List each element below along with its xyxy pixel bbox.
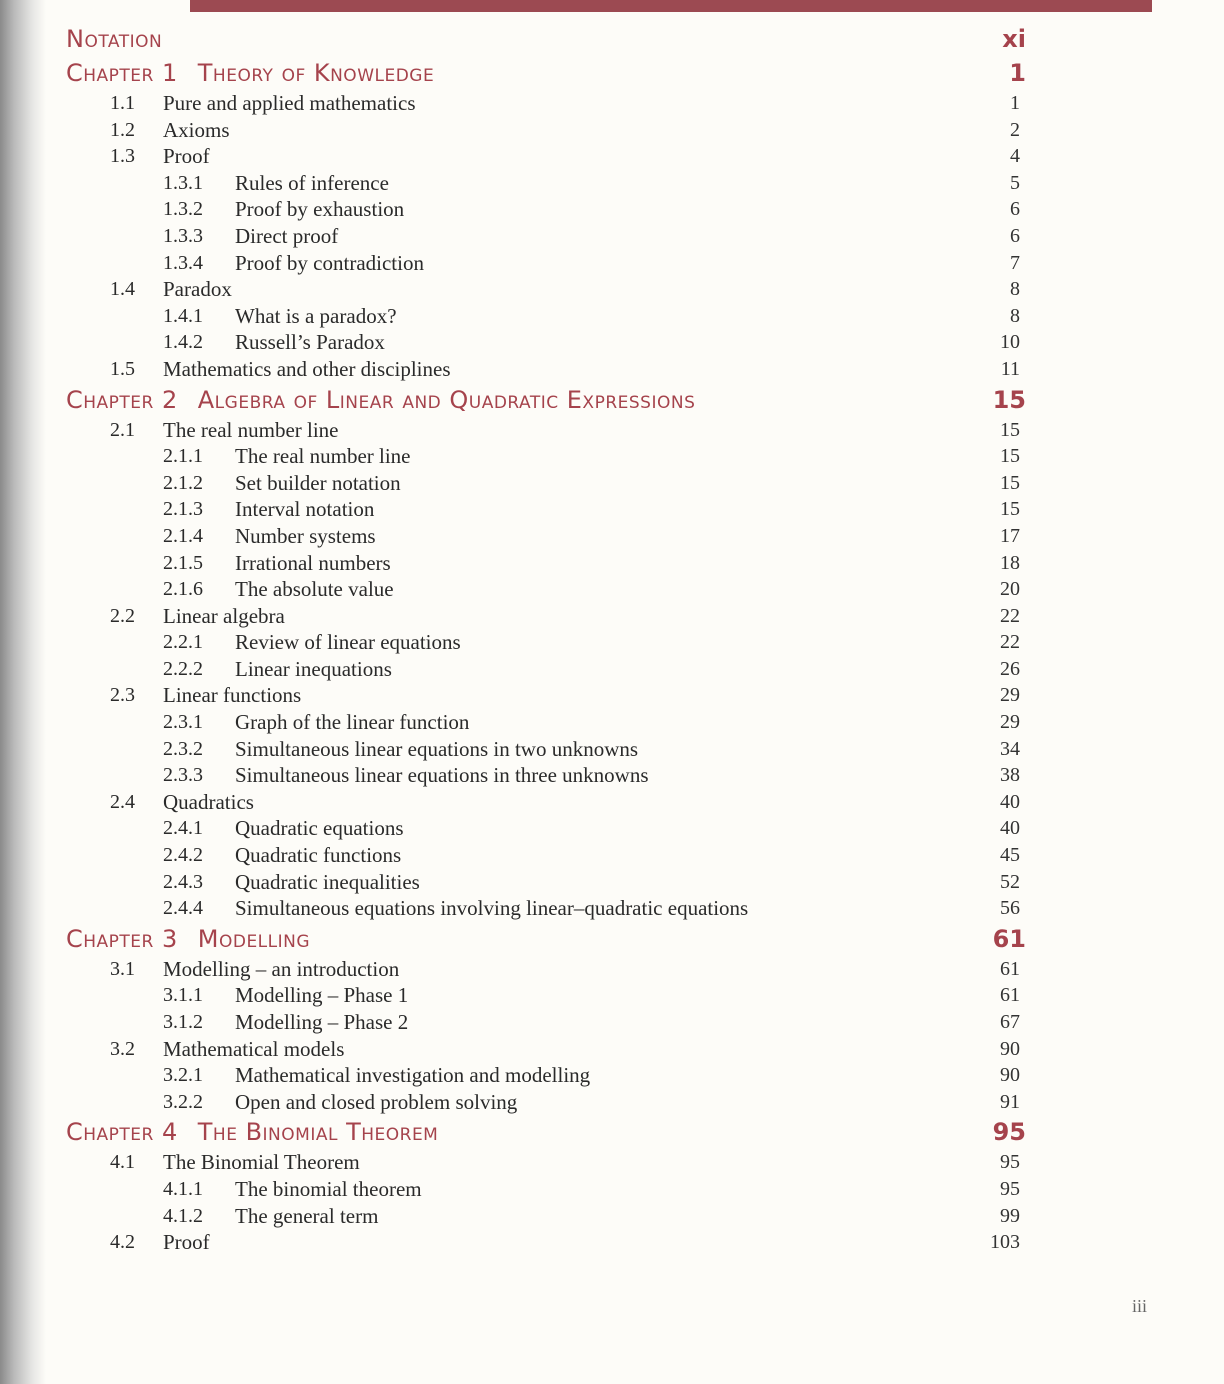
subsection-page-number: 7 — [1010, 251, 1020, 274]
toc-subsection-entry[interactable] — [66, 443, 1030, 470]
subsection-number: 1.3.3 — [163, 224, 203, 247]
toc-section-entry[interactable] — [66, 603, 1030, 630]
toc-section-entry[interactable] — [66, 1149, 1030, 1176]
subsection-title: The general term — [235, 1203, 379, 1228]
subsection-page-number: 40 — [1000, 817, 1020, 840]
toc-subsection-entry[interactable] — [66, 223, 1030, 250]
toc-chapter-entry[interactable] — [66, 1115, 1030, 1149]
subsection-title: Proof by contradiction — [235, 250, 424, 275]
toc-subsection-entry[interactable] — [66, 629, 1030, 656]
toc-notation-entry[interactable] — [66, 22, 1030, 56]
section-number: 2.3 — [110, 684, 135, 707]
toc-section-entry[interactable] — [66, 143, 1030, 170]
toc-subsection-entry[interactable] — [66, 656, 1030, 683]
subsection-number: 3.1.1 — [163, 984, 203, 1007]
subsection-page-number: 26 — [1000, 657, 1020, 680]
section-page-number: 2 — [1010, 118, 1020, 141]
subsection-number: 2.2.2 — [163, 657, 203, 680]
section-title: Mathematical models — [163, 1036, 345, 1061]
toc-subsection-entry[interactable] — [66, 869, 1030, 896]
subsection-title: Mathematical investigation and modelling — [235, 1063, 591, 1088]
section-title: Proof — [163, 144, 210, 169]
subsection-title: Quadratic functions — [235, 843, 402, 868]
subsection-title: The binomial theorem — [235, 1176, 422, 1201]
toc-subsection-entry[interactable] — [66, 550, 1030, 577]
chapter-heading — [66, 383, 695, 417]
subsection-page-number: 91 — [1000, 1090, 1020, 1113]
subsection-title: Review of linear equations — [235, 630, 461, 655]
section-page-number: 22 — [1000, 604, 1020, 627]
section-title: Quadratics — [163, 789, 254, 814]
chapter-page-number: 1 — [1009, 59, 1026, 87]
section-page-number: 1 — [1010, 92, 1020, 114]
section-number: 1.2 — [110, 118, 135, 141]
subsection-number: 3.2.2 — [163, 1090, 203, 1113]
subsection-title: The real number line — [235, 444, 411, 469]
toc-section-entry[interactable] — [66, 117, 1030, 144]
toc-subsection-entry[interactable] — [66, 196, 1030, 223]
toc-subsection-entry[interactable] — [66, 815, 1030, 842]
section-page-number: 15 — [1000, 418, 1020, 441]
section-page-number: 103 — [990, 1231, 1020, 1254]
subsection-title: Direct proof — [235, 223, 339, 248]
subsection-page-number: 15 — [1000, 498, 1020, 521]
subsection-page-number: 56 — [1000, 897, 1020, 920]
section-title: Mathematics and other disciplines — [163, 356, 451, 381]
chapter-label: Chapter 1 — [66, 59, 178, 87]
section-page-number: 8 — [1010, 278, 1020, 301]
subsection-page-number: 95 — [1000, 1177, 1020, 1200]
subsection-title: Simultaneous linear equations in two unknowns — [235, 736, 639, 761]
subsection-title: Linear inequations — [235, 656, 392, 681]
subsection-title: Interval notation — [235, 497, 375, 522]
section-number: 2.1 — [110, 418, 135, 441]
subsection-page-number: 67 — [1000, 1011, 1020, 1033]
subsection-number: 2.1.1 — [163, 445, 203, 468]
toc-section-entry[interactable] — [66, 356, 1030, 383]
subsection-title: Simultaneous equations involving linear–quadratic equations — [235, 896, 749, 921]
toc-subsection-entry[interactable] — [66, 470, 1030, 497]
toc-subsection-entry[interactable] — [66, 1176, 1030, 1203]
section-number: 2.4 — [110, 790, 135, 813]
toc-subsection-entry[interactable] — [66, 1062, 1030, 1089]
section-title: Proof — [163, 1230, 210, 1255]
subsection-page-number: 20 — [1000, 578, 1020, 601]
section-title: Modelling – an introduction — [163, 956, 400, 981]
toc-subsection-entry[interactable] — [66, 496, 1030, 523]
subsection-title: Graph of the linear function — [235, 710, 470, 735]
subsection-title: Simultaneous linear equations in three unknowns — [235, 763, 649, 788]
section-number: 1.1 — [110, 92, 135, 114]
chapter-heading — [66, 1115, 438, 1149]
subsection-title: Russell’s Paradox — [235, 330, 385, 355]
toc-subsection-entry[interactable] — [66, 523, 1030, 550]
subsection-page-number: 6 — [1010, 224, 1020, 247]
subsection-number: 4.1.2 — [163, 1204, 203, 1227]
chapter-label: Chapter 4 — [66, 1118, 178, 1147]
subsection-title: Modelling – Phase 2 — [235, 1010, 409, 1034]
chapter-title: Algebra of Linear and Quadratic Expressions — [197, 385, 696, 414]
toc-section-entry[interactable] — [66, 276, 1030, 303]
subsection-number: 3.1.2 — [163, 1011, 203, 1033]
subsection-number: 2.2.1 — [163, 631, 203, 654]
section-number: 4.2 — [110, 1231, 135, 1254]
chapter-label: Chapter 2 — [66, 385, 178, 414]
page-spine-shadow — [0, 0, 46, 1384]
subsection-title: Quadratic inequalities — [235, 869, 420, 894]
chapter-heading — [66, 922, 310, 956]
section-number: 3.2 — [110, 1037, 135, 1060]
section-title: Paradox — [163, 277, 232, 302]
notation-heading: Notation — [66, 25, 163, 53]
toc-subsection-entry[interactable] — [66, 250, 1030, 277]
toc-section-entry[interactable] — [66, 956, 1030, 983]
chapter-title: The Binomial Theorem — [197, 1118, 439, 1147]
subsection-page-number: 18 — [1000, 551, 1020, 574]
section-number: 1.5 — [110, 357, 135, 380]
subsection-title: Open and closed problem solving — [235, 1089, 518, 1114]
chapter-heading — [66, 56, 434, 90]
toc-subsection-entry[interactable] — [66, 303, 1030, 330]
subsection-page-number: 22 — [1000, 631, 1020, 654]
subsection-number: 2.4.1 — [163, 817, 203, 840]
toc-subsection-entry[interactable] — [66, 1009, 1030, 1036]
section-title: The real number line — [163, 417, 339, 442]
toc-subsection-entry[interactable] — [66, 329, 1030, 356]
chapter-page-number: 15 — [992, 385, 1026, 414]
toc-section-entry[interactable] — [66, 789, 1030, 816]
page-folio: iii — [1132, 1296, 1148, 1316]
subsection-title: Modelling – Phase 1 — [235, 983, 409, 1008]
section-page-number: 90 — [1000, 1037, 1020, 1060]
subsection-number: 2.4.4 — [163, 897, 203, 920]
toc-subsection-entry[interactable] — [66, 762, 1030, 789]
section-number: 1.3 — [110, 145, 135, 168]
toc-chapter-entry[interactable] — [66, 383, 1030, 417]
subsection-number: 1.3.1 — [163, 171, 203, 194]
subsection-page-number: 38 — [1000, 764, 1020, 787]
section-number: 2.2 — [110, 604, 135, 627]
subsection-number: 1.4.2 — [163, 331, 203, 354]
toc-chapter-entry[interactable] — [66, 922, 1030, 956]
subsection-page-number: 29 — [1000, 711, 1020, 734]
section-title: Linear functions — [163, 683, 302, 708]
subsection-title: The absolute value — [235, 577, 394, 602]
subsection-title: Rules of inference — [235, 170, 389, 195]
subsection-title: Number systems — [235, 523, 376, 548]
chapter-page-number: 95 — [992, 1118, 1026, 1147]
toc-section-entry[interactable] — [66, 682, 1030, 709]
section-title: Linear algebra — [163, 603, 285, 628]
subsection-number: 2.3.2 — [163, 737, 203, 760]
table-of-contents — [66, 22, 1030, 1256]
toc-chapter-entry[interactable] — [66, 56, 1030, 90]
subsection-title: Irrational numbers — [235, 550, 391, 575]
subsection-page-number: 10 — [1000, 331, 1020, 354]
toc-subsection-entry[interactable] — [66, 576, 1030, 603]
section-number: 3.1 — [110, 957, 135, 980]
subsection-number: 2.4.2 — [163, 844, 203, 867]
toc-subsection-entry[interactable] — [66, 842, 1030, 869]
subsection-page-number: 99 — [1000, 1204, 1020, 1227]
section-title: Pure and applied mathematics — [163, 91, 416, 115]
subsection-number: 2.1.5 — [163, 551, 203, 574]
chapter-label: Chapter 3 — [66, 924, 178, 953]
subsection-number: 2.1.2 — [163, 471, 203, 494]
toc-section-entry[interactable] — [66, 417, 1030, 444]
subsection-number: 2.3.3 — [163, 764, 203, 787]
subsection-title: What is a paradox? — [235, 303, 397, 328]
subsection-number: 4.1.1 — [163, 1177, 203, 1200]
section-page-number: 29 — [1000, 684, 1020, 707]
subsection-page-number: 6 — [1010, 198, 1020, 221]
toc-section-entry[interactable] — [66, 90, 1030, 117]
subsection-number: 1.4.1 — [163, 304, 203, 327]
subsection-page-number: 15 — [1000, 445, 1020, 468]
toc-subsection-entry[interactable] — [66, 170, 1030, 197]
subsection-page-number: 61 — [1000, 984, 1020, 1007]
toc-subsection-entry[interactable] — [66, 982, 1030, 1009]
toc-subsection-entry[interactable] — [66, 736, 1030, 763]
subsection-page-number: 8 — [1010, 304, 1020, 327]
notation-page-number: xi — [1002, 25, 1026, 53]
subsection-title: Proof by exhaustion — [235, 197, 405, 222]
subsection-page-number: 17 — [1000, 524, 1020, 547]
section-page-number: 61 — [1000, 957, 1020, 980]
section-page-number: 4 — [1010, 145, 1020, 168]
subsection-title: Set builder notation — [235, 470, 401, 495]
subsection-page-number: 90 — [1000, 1064, 1020, 1087]
toc-subsection-entry[interactable] — [66, 1203, 1030, 1230]
subsection-number: 2.3.1 — [163, 711, 203, 734]
chapter-page-number: 61 — [992, 924, 1026, 953]
toc-section-entry[interactable] — [66, 1229, 1030, 1256]
toc-subsection-entry[interactable] — [66, 1089, 1030, 1116]
subsection-number: 1.3.2 — [163, 198, 203, 221]
section-page-number: 11 — [1000, 357, 1020, 380]
subsection-title: Quadratic equations — [235, 816, 404, 841]
subsection-page-number: 45 — [1000, 844, 1020, 867]
section-page-number: 40 — [1000, 790, 1020, 813]
toc-subsection-entry[interactable] — [66, 709, 1030, 736]
section-number: 1.4 — [110, 278, 135, 301]
toc-section-entry[interactable] — [66, 1036, 1030, 1063]
section-number: 4.1 — [110, 1151, 135, 1174]
subsection-number: 2.1.6 — [163, 578, 203, 601]
subsection-page-number: 15 — [1000, 471, 1020, 494]
subsection-number: 2.1.4 — [163, 524, 203, 547]
chapter-title: Theory of Knowledge — [197, 59, 435, 87]
subsection-page-number: 52 — [1000, 870, 1020, 893]
section-page-number: 95 — [1000, 1151, 1020, 1174]
subsection-page-number: 5 — [1010, 171, 1020, 194]
section-title: The Binomial Theorem — [163, 1150, 360, 1175]
subsection-number: 2.1.3 — [163, 498, 203, 521]
subsection-page-number: 34 — [1000, 737, 1020, 760]
subsection-number: 2.4.3 — [163, 870, 203, 893]
toc-subsection-entry[interactable] — [66, 895, 1030, 922]
top-rule — [190, 0, 1152, 12]
chapter-title: Modelling — [197, 924, 311, 953]
section-title: Axioms — [163, 117, 230, 142]
subsection-number: 1.3.4 — [163, 251, 203, 274]
subsection-number: 3.2.1 — [163, 1064, 203, 1087]
